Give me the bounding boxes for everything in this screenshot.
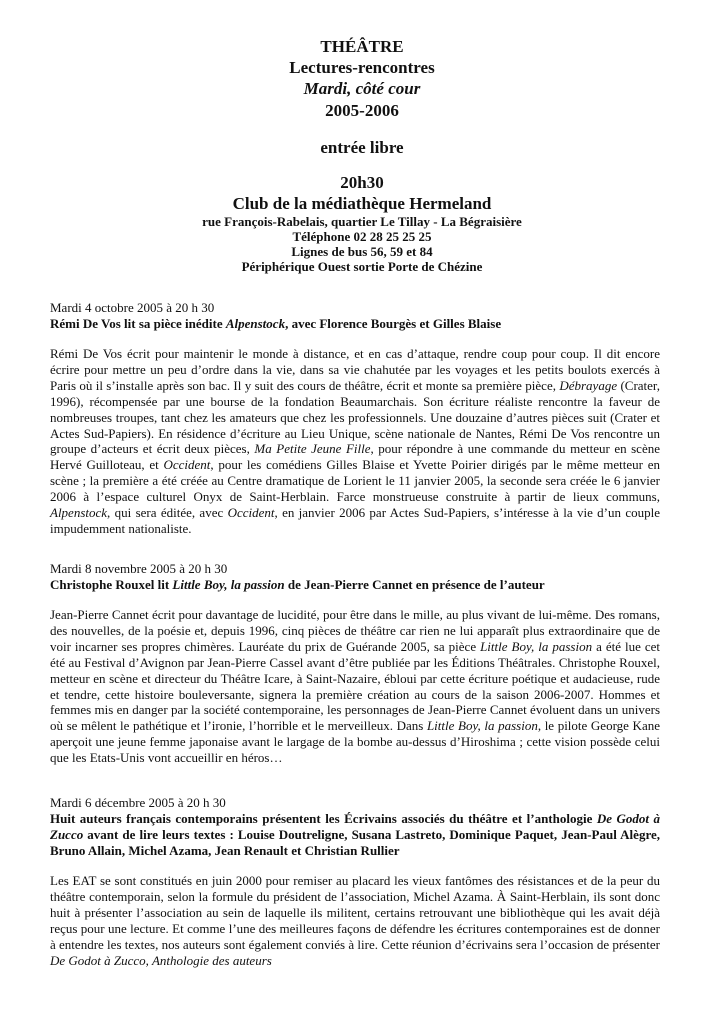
text-run: , pour répondre à une commande du metteur en scène Hervé Guilloteau, et bbox=[50, 441, 660, 473]
header-venue: Club de la médiathèque Hermeland bbox=[232, 194, 492, 213]
text-run: , pour les comédiens Gilles Blaise et Yvette Poirier dirigés par le même metteur en scène ; la première a été créée au Centre dramatique de Lorient le 11 janvier 2005, la seconde sera créée le 6 janvier 2006 à l’espace culturel Onyx de Saint-Herblain. Farce monstrueuse construite à partir de lieux communs, bbox=[50, 457, 660, 505]
text-run: Jean-Pierre Cannet écrit pour davantage de lucidité, pour être dans le mille, au plus vivant de lui-même. Des romans, des nouvelles, de la poésie et, depuis 1996, cinq pièces de théâtre car rien ne lui apparaît plus extraordinaire que de voir incarner ses propres chimères. Lauréate du prix de Guérande 2005, sa pièce bbox=[50, 607, 660, 654]
header-lectures: Lectures-rencontres bbox=[289, 58, 435, 77]
event-description bbox=[50, 346, 660, 537]
event-section bbox=[50, 795, 660, 968]
header-bus: Lignes de bus 56, 59 et 84 bbox=[291, 244, 433, 259]
event-title-text: , avec Florence Bourgès et Gilles Blaise bbox=[285, 316, 502, 331]
work-title: Occident bbox=[227, 505, 275, 521]
event-date: Mardi 8 novembre 2005 à 20 h 30 bbox=[50, 561, 228, 576]
event-title bbox=[50, 577, 660, 593]
work-title: Ma Petite Jeune Fille bbox=[254, 441, 371, 457]
work-title: Little Boy, la passion bbox=[426, 718, 538, 734]
header-address: rue François-Rabelais, quartier Le Tillay - La Bégraisière bbox=[202, 214, 522, 229]
text-run: a été lue cet été au Festival d’Avignon par Jean-Pierre Cassel avant d’être publiée par les Éditions Théâtrales. Christophe Rouxel, metteur en scène et directeur du Théâtre Icare, à Saint-Nazaire, ébloui par cette écriture poétique et audacieuse, rude et tendre, cette histoire bouleversante, signera la première création au cours de la saison 2006-2007. Hommes et femmes mis en danger par la société contemporaine, les personnages de Jean-Pierre Cannet évoluent dans un univers où se mêlent le pathétique et l’ironie, l’horrible et le merveilleux. Dans bbox=[50, 638, 660, 734]
event-title bbox=[50, 316, 660, 332]
event-date: Mardi 6 décembre 2005 à 20 h 30 bbox=[50, 795, 226, 810]
work-title: De Godot à Zucco, Anthologie des auteurs bbox=[50, 952, 272, 968]
event-title-text: Rémi De Vos lit sa pièce inédite bbox=[50, 316, 226, 331]
text-run: (Crater, 1996), récompensée par une bourse de la fondation Beaumarchais. Son écriture réaliste rencontre la faveur de nombreuses troupes, tant chez les amateurs que chez les professionnels. Une douzaine d’autres pièces suit (Crater et Actes Sud-Papiers). En résidence d’écriture au Lieu Unique, scène nationale de Nantes, Rémi De Vos rencontre un groupe d’acteurs et écrit deux pièces, bbox=[50, 377, 660, 457]
header-time: 20h30 bbox=[340, 173, 384, 192]
event-description bbox=[50, 873, 660, 968]
text-run: , qui sera éditée, avec bbox=[107, 505, 228, 521]
event-title-text: de Jean-Pierre Cannet en présence de l’auteur bbox=[284, 577, 545, 592]
text-run: , le pilote George Kane aperçoit une jeune femme japonaise avant le largage de la bombe au-dessus d’Hiroshima ; cette vision possède celui que les Etats-Unis vont accueillir en héros… bbox=[50, 718, 660, 766]
event-title-work: De Godot à Zucco bbox=[50, 811, 660, 842]
text-run: Les EAT se sont constitués en juin 2000 pour remiser au placard les vieux fantômes des résistances et de la peur du théâtre contemporain, selon la formule du président de l’association, Michel Azama. À Saint-Herblain, ils sont donc huit à présenter l’association au sein de laquelle ils militent, certains retrouvant une bibliothèque qui les avait déjà reçus pour une lecture. Et comme l’une des meilleures façons de défendre les écritures contemporaines est de donner à entendre les textes, nos auteurs sont également conviés à lire. Cette réunion d’écrivains sera l’occasion de présenter bbox=[50, 873, 660, 952]
header-season: 2005-2006 bbox=[325, 101, 399, 120]
header-entree-libre: entrée libre bbox=[320, 138, 404, 157]
header-theatre: THÉÂTRE bbox=[320, 37, 404, 56]
work-title: Débrayage bbox=[559, 377, 618, 393]
work-title: Little Boy, la passion bbox=[480, 638, 593, 654]
work-title: Alpenstock bbox=[50, 505, 108, 521]
event-description bbox=[50, 607, 660, 766]
header-phone: Téléphone 02 28 25 25 25 bbox=[292, 229, 432, 244]
event-section bbox=[50, 300, 660, 537]
event-title-text: Huit auteurs français contemporains présentent les Écrivains associés du théâtre et l’anthologie bbox=[50, 811, 597, 826]
text-run: Rémi De Vos écrit pour maintenir le monde à distance, et en cas d’attaque, rendre coup pour coup. Il dit encore écrire pour mettre un peu d’ordre dans la vie, dans sa vie chahutée par les voyages et les petits boulots exercés à Paris où il s’installe après son bac. Il y suit des cours de théâtre, écrit et monte sa première pièce, bbox=[50, 346, 660, 393]
event-title-work: Alpenstock bbox=[225, 316, 286, 331]
event-section bbox=[50, 561, 660, 766]
event-date: Mardi 4 octobre 2005 à 20 h 30 bbox=[50, 300, 215, 315]
work-title: Occident bbox=[163, 457, 211, 473]
text-run: , en janvier 2006 par Actes Sud-Papiers, s’intéresse à la vie d’un couple impudemment nationaliste. bbox=[50, 505, 660, 536]
event-title-work: Little Boy, la passion bbox=[172, 577, 285, 592]
event-title-text: avant de lire leurs textes : Louise Doutreligne, Susana Lastreto, Dominique Paquet, Jean-Paul Alègre, Bruno Allain, Michel Azama, Jean Renault et Christian Rullier bbox=[50, 827, 660, 858]
header-peripherique: Périphérique Ouest sortie Porte de Chézine bbox=[241, 259, 483, 274]
event-title bbox=[50, 811, 660, 859]
event-title-text: Christophe Rouxel lit bbox=[50, 577, 173, 592]
header-mardi-cote-cour: Mardi, côté cour bbox=[303, 79, 421, 98]
